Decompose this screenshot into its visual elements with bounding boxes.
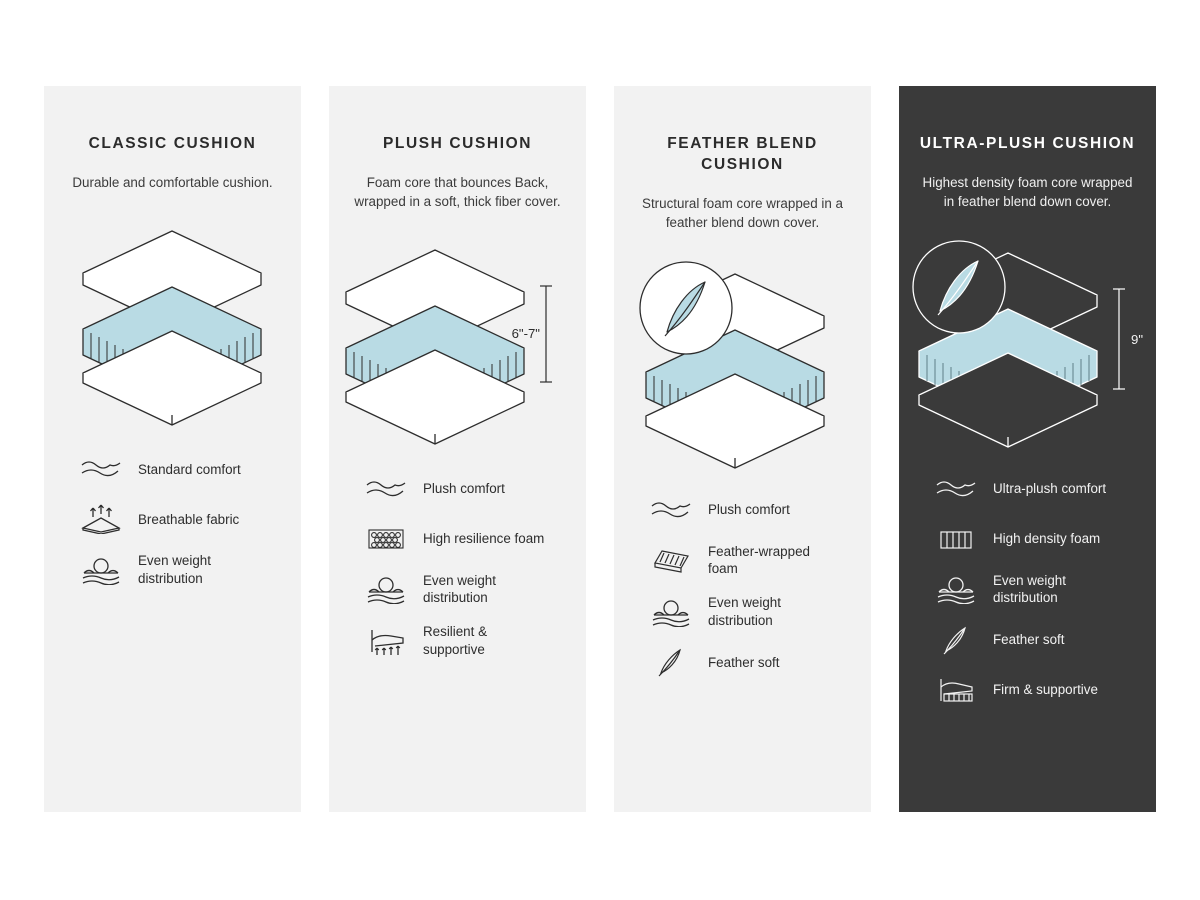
firm-supportive-icon (933, 673, 979, 707)
feature-item (78, 452, 267, 486)
feature-label: Feather-wrapped foam (708, 543, 810, 577)
card-title: CLASSIC CUSHION (88, 135, 257, 152)
card-title: FEATHER BLEND CUSHION (667, 135, 818, 173)
breathable-fabric-icon (78, 502, 124, 536)
feature-list (899, 472, 1156, 707)
feature-label: Plush comfort (423, 480, 505, 496)
feature-label: Plush comfort (708, 501, 790, 517)
feature-label: High density foam (993, 530, 1101, 546)
dimension-bracket (540, 286, 552, 382)
even-weight-icon (933, 572, 979, 606)
feather-badge (913, 241, 1005, 333)
card-title: PLUSH CUSHION (382, 135, 533, 152)
honeycomb-foam-icon (363, 522, 409, 556)
feature-label: Feather soft (708, 654, 780, 670)
feature-label: Even weight distribution (993, 572, 1066, 606)
feature-list (44, 452, 301, 587)
feature-item (78, 552, 267, 587)
cushion-exploded-illustration-ultra-plush (899, 222, 1156, 462)
feature-item (648, 543, 837, 578)
cushion-exploded-illustration-feather-blend (614, 243, 871, 483)
cushion-card-plush[interactable] (329, 86, 586, 812)
card-description: Durable and comfortable cushion. (72, 174, 273, 190)
cushion-exploded-illustration-classic (44, 202, 301, 442)
feature-label: Even weight distribution (708, 595, 781, 628)
cushion-card-feather-blend[interactable] (614, 86, 871, 812)
feather-icon (933, 623, 979, 657)
feature-item (933, 572, 1122, 607)
wave-icon (363, 472, 409, 506)
feature-item (363, 472, 552, 506)
feature-item (933, 673, 1122, 707)
feature-item (78, 502, 267, 536)
dimension-bracket (1113, 289, 1125, 389)
feather-badge (640, 262, 732, 354)
feature-item (933, 522, 1122, 556)
dimension-label: 6"-7" (511, 326, 540, 342)
supportive-seat-icon (363, 624, 409, 658)
feature-label: Ultra-plush comfort (993, 480, 1107, 496)
feature-item (363, 572, 552, 607)
even-weight-icon (363, 572, 409, 606)
feature-list (614, 493, 871, 680)
feature-label: Even weight distribution (138, 553, 211, 587)
feature-item (648, 594, 837, 629)
feather-wrapped-foam-icon (648, 543, 694, 577)
feature-item (648, 493, 837, 527)
cushion-exploded-illustration-plush (329, 222, 586, 462)
feature-item (363, 623, 552, 658)
card-description: Highest density foam core wrapped in feather blend down cover. (922, 174, 1133, 210)
feather-icon (648, 645, 694, 679)
cushion-card-ultra-plush[interactable] (899, 86, 1156, 812)
feature-label: Breathable fabric (138, 511, 240, 527)
even-weight-icon (648, 595, 694, 629)
card-description: Foam core that bounces Back, wrapped in a soft, thick fiber cover. (354, 174, 561, 210)
wave-icon (933, 472, 979, 506)
feature-label: High resilience foam (423, 530, 545, 546)
card-description: Structural foam core wrapped in a feather blend down cover. (642, 195, 843, 231)
feature-item (648, 645, 837, 679)
wave-icon (648, 493, 694, 527)
even-weight-icon (78, 553, 124, 587)
feature-item (363, 522, 552, 556)
feature-list (329, 472, 586, 659)
feature-item (933, 623, 1122, 657)
high-density-foam-icon (933, 522, 979, 556)
feature-label: Even weight distribution (423, 572, 496, 606)
feature-label: Standard comfort (138, 461, 241, 477)
card-title: ULTRA-PLUSH CUSHION (919, 135, 1136, 152)
feature-item (933, 472, 1122, 506)
dimension-label: 9" (1130, 331, 1143, 347)
cushion-card-classic[interactable] (44, 86, 301, 812)
feature-label: Firm & supportive (993, 682, 1098, 698)
feature-label: Feather soft (993, 632, 1065, 648)
feature-label: Resilient & supportive (423, 624, 488, 657)
wave-icon (78, 452, 124, 486)
